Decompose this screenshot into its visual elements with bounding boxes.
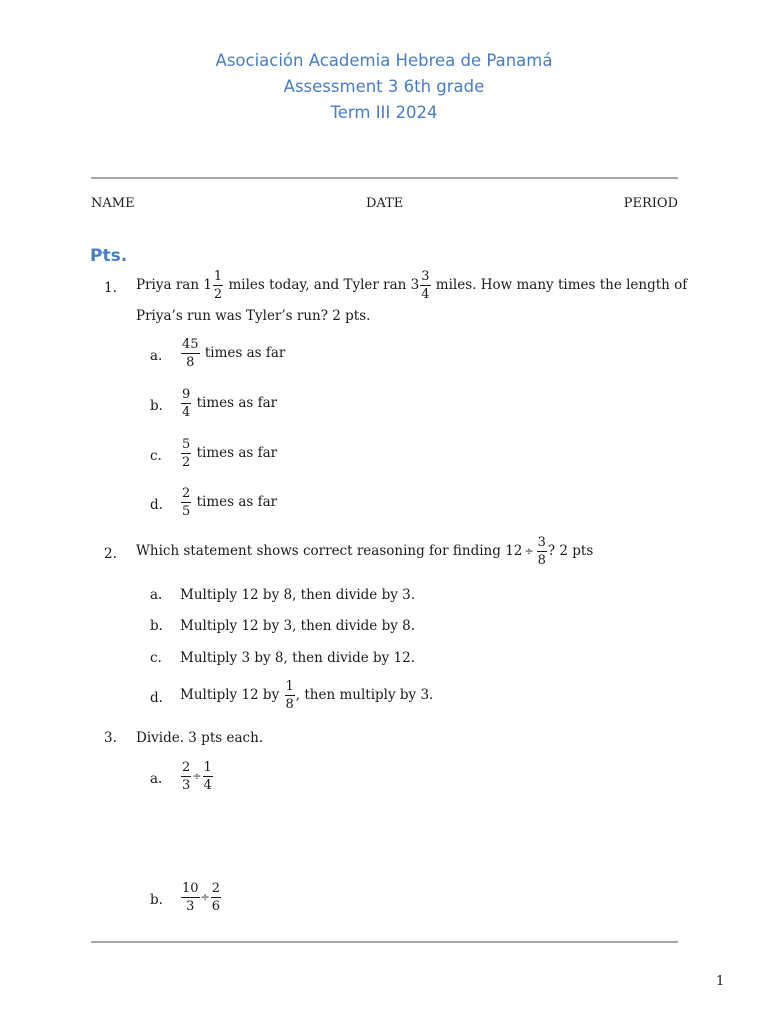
- fraction: [181, 761, 191, 792]
- dividend: 12: [505, 543, 523, 559]
- denominator: 4: [203, 778, 212, 793]
- name-label: NAME: [91, 196, 135, 211]
- option-text: times as far: [200, 345, 286, 361]
- question-number: 2.: [104, 546, 117, 562]
- option-letter: b.: [150, 618, 163, 634]
- fraction: [181, 338, 200, 369]
- option-letter: d.: [150, 690, 163, 706]
- option-letter: b.: [150, 892, 163, 908]
- fraction: [181, 487, 191, 518]
- numerator: 1: [203, 760, 212, 775]
- question-1-line-1: [136, 270, 687, 301]
- points-heading: Pts.: [90, 246, 128, 266]
- numerator: 10: [182, 881, 199, 896]
- term-label: Term III 2024: [330, 103, 438, 122]
- numerator: 3: [537, 535, 546, 550]
- document-header: [0, 48, 768, 126]
- top-divider: [91, 177, 678, 179]
- denominator: 4: [182, 405, 191, 420]
- question-text: Which statement shows correct reasoning for finding: [136, 543, 506, 559]
- fraction: [181, 388, 191, 419]
- q1-option-b: [180, 388, 277, 419]
- option-letter: a.: [150, 348, 163, 364]
- option-text: times as far: [192, 494, 278, 510]
- fraction: [211, 882, 221, 913]
- option-text: Multiply 12 by: [180, 687, 284, 703]
- whole-part: 1: [203, 277, 212, 293]
- option-letter: a.: [150, 771, 163, 787]
- date-label: DATE: [366, 196, 404, 211]
- fraction: [181, 438, 191, 469]
- numerator: 45: [182, 337, 199, 352]
- option-letter: a.: [150, 587, 163, 603]
- question-2-text: [136, 536, 593, 567]
- numerator: 9: [182, 387, 191, 402]
- option-text: , then multiply by 3.: [295, 687, 434, 703]
- denominator: 8: [285, 697, 294, 712]
- mixed-number-tyler: [410, 269, 432, 302]
- q2-option-a: Multiply 12 by 8, then divide by 3.: [180, 587, 416, 603]
- fraction: [213, 270, 223, 301]
- q1-option-a: [180, 338, 285, 369]
- q2-option-c: Multiply 3 by 8, then divide by 12.: [180, 650, 416, 666]
- question-text: miles today, and Tyler ran: [224, 277, 411, 293]
- option-text: times as far: [192, 395, 278, 411]
- assessment-title: Assessment 3 6th grade: [283, 77, 485, 96]
- q1-option-c: [180, 438, 277, 469]
- fraction: [420, 270, 430, 301]
- option-text: times as far: [192, 445, 278, 461]
- q3-option-b: [180, 882, 222, 913]
- school-name: Asociación Academia Hebrea de Panamá: [215, 51, 553, 70]
- division-sign: ÷: [524, 545, 534, 558]
- division-sign: ÷: [192, 770, 202, 783]
- denominator: 8: [537, 553, 546, 568]
- mixed-number-priya: [203, 269, 224, 302]
- denominator: 6: [211, 899, 221, 914]
- numerator: 5: [182, 437, 191, 452]
- q2-option-d: [180, 680, 433, 711]
- period-label: PERIOD: [623, 196, 678, 211]
- question-text: Priya ran: [136, 277, 204, 293]
- fraction: [181, 882, 200, 913]
- option-letter: c.: [150, 650, 162, 666]
- question-text: miles. How many times the length of: [431, 277, 688, 293]
- numerator: 2: [211, 881, 221, 896]
- q1-option-d: [180, 487, 277, 518]
- numerator: 2: [182, 760, 191, 775]
- fraction: [203, 761, 213, 792]
- bottom-divider: [91, 941, 678, 943]
- numerator: 3: [421, 269, 430, 284]
- numerator: 2: [182, 486, 191, 501]
- option-letter: b.: [150, 398, 163, 414]
- option-letter: c.: [150, 448, 162, 464]
- division-sign: ÷: [200, 891, 210, 904]
- q3-option-a: [180, 761, 214, 792]
- denominator: 3: [182, 778, 191, 793]
- denominator: 2: [213, 287, 223, 302]
- question-1-line-2: Priya’s run was Tyler’s run? 2 pts.: [136, 308, 371, 324]
- denominator: 3: [186, 899, 195, 914]
- question-number: 1.: [104, 280, 117, 296]
- denominator: 5: [182, 504, 191, 519]
- q2-option-b: Multiply 12 by 3, then divide by 8.: [180, 618, 416, 634]
- question-number: 3.: [104, 730, 117, 746]
- question-3-text: Divide. 3 pts each.: [136, 730, 264, 746]
- whole-part: 3: [410, 277, 420, 293]
- question-text: ? 2 pts: [547, 543, 594, 559]
- denominator: 2: [182, 455, 191, 470]
- fraction: [285, 680, 295, 711]
- denominator: 8: [186, 355, 195, 370]
- denominator: 4: [421, 287, 430, 302]
- option-letter: d.: [150, 497, 163, 513]
- fraction: [537, 536, 547, 567]
- numerator: 1: [213, 269, 223, 284]
- page-number: 1: [716, 974, 725, 989]
- numerator: 1: [285, 679, 294, 694]
